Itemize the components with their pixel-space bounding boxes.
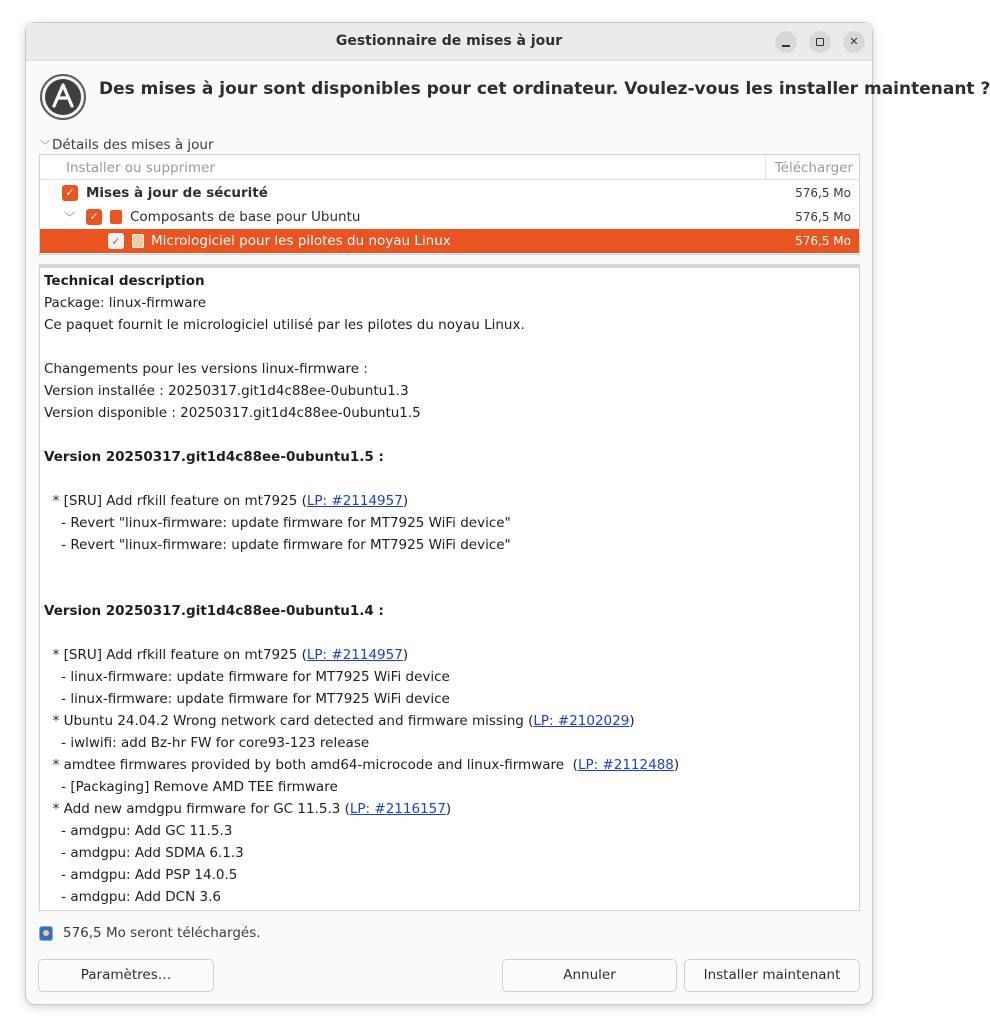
description-text: * [SRU] Add rfkill feature on mt7925 ( [44, 493, 307, 509]
description-text: * amdtee firmwares provided by both amd64-microcode and linux-firmware ( [44, 757, 578, 773]
security-checkbox[interactable]: ✓ [62, 185, 78, 201]
download-size-status: 576,5 Mo seront téléchargés. [63, 925, 261, 941]
description-text: - Revert "linux-firmware: update firmware for MT7925 WiFi device" [44, 515, 511, 531]
description-text: - amdgpu: Add DCN 3.6 [44, 889, 221, 905]
window-title: Gestionnaire de mises à jour [335, 33, 563, 49]
description-line [44, 292, 855, 314]
description-text: - iwlwifi: add Bz-hr FW for core93-123 release [44, 735, 370, 751]
row-label: Mises à jour de sécurité [86, 185, 268, 201]
description-line [44, 358, 855, 380]
description-line [44, 710, 855, 732]
description-line [44, 666, 855, 688]
description-line [44, 886, 855, 908]
cancel-button[interactable]: Annuler [502, 959, 677, 992]
description-line [44, 446, 855, 468]
description-text: Changements pour les versions linux-firmware : [44, 361, 368, 377]
description-text: - amdgpu: Add SDMA 6.1.3 [44, 845, 244, 861]
description-line [44, 776, 855, 798]
row-size: 576,5 Mo [795, 234, 851, 248]
close-button[interactable] [843, 31, 865, 53]
description-line [44, 534, 855, 556]
close-icon: ✕ [849, 35, 859, 48]
description-text: ) [445, 801, 452, 817]
description-text: Package: linux-firmware [44, 295, 207, 311]
description-line [44, 314, 855, 336]
description-text: Version disponible : 20250317.git1d4c88ee-0ubuntu1.5 [44, 405, 421, 421]
install-now-button[interactable]: Installer maintenant [684, 959, 860, 992]
description-text: Version installée : 20250317.git1d4c88ee-0ubuntu1.3 [44, 383, 409, 399]
row-size: 576,5 Mo [795, 210, 851, 224]
chevron-down-icon[interactable]: ﹀ [64, 211, 75, 224]
tree-header [40, 155, 859, 180]
description-line [44, 468, 855, 490]
description-text: * Add new amdgpu firmware for GC 11.5.3 ( [44, 801, 350, 817]
ubuntu-package-icon [110, 210, 122, 224]
description-line [44, 732, 855, 754]
description-text: - amdgpu: Add PSP 14.0.5 [44, 867, 238, 883]
firmware-checkbox[interactable]: ✓ [108, 233, 124, 249]
description-line [44, 688, 855, 710]
download-icon [39, 926, 53, 941]
tree-row-security[interactable] [40, 181, 859, 205]
row-label: Composants de base pour Ubuntu [130, 209, 361, 225]
description-text: ) [402, 647, 409, 663]
column-header-download[interactable]: Télécharger [774, 160, 853, 176]
description-text: - Revert "linux-firmware: update firmware for MT7925 WiFi device" [44, 537, 511, 553]
tree-row-base-components[interactable] [40, 205, 859, 229]
description-line [44, 600, 855, 622]
description-text: ) [629, 713, 635, 729]
minimize-icon [782, 45, 790, 47]
description-line [44, 578, 855, 600]
description-line [44, 270, 855, 292]
description-text: - amdgpu: Add GC 11.5.3 [44, 823, 233, 839]
launchpad-bug-link[interactable]: LP: #2114957 [306, 647, 403, 663]
header-message: Des mises à jour sont disponibles pour cet ordinateur. Voulez-vous les installer maintenant ? [99, 79, 990, 99]
description-line [44, 336, 855, 358]
row-size: 576,5 Mo [795, 186, 851, 200]
description-text: Technical description [44, 273, 205, 289]
technical-description-pane[interactable] [39, 267, 860, 911]
description-line [44, 512, 855, 534]
details-expander[interactable] [40, 137, 214, 153]
tree-row-firmware[interactable] [40, 229, 859, 253]
description-text: ) [402, 493, 409, 509]
update-manager-window [25, 22, 990, 1005]
description-line [44, 798, 855, 820]
titlebar [26, 23, 872, 61]
description-line [44, 754, 855, 776]
column-header-install[interactable]: Installer ou supprimer [66, 160, 215, 176]
description-text: Version 20250317.git1d4c88ee-0ubuntu1.5 : [44, 449, 384, 465]
description-line [44, 424, 855, 446]
column-separator [765, 155, 766, 180]
description-line [44, 842, 855, 864]
description-line [44, 380, 855, 402]
description-line [44, 402, 855, 424]
description-text: Version 20250317.git1d4c88ee-0ubuntu1.4 : [44, 603, 384, 619]
description-text: * [SRU] Add rfkill feature on mt7925 ( [44, 647, 307, 663]
minimize-button[interactable] [775, 31, 797, 53]
description-text: ) [673, 757, 680, 773]
launchpad-bug-link[interactable]: LP: #2114957 [306, 493, 403, 509]
row-label: Micrologiciel pour les pilotes du noyau Linux [151, 233, 451, 249]
updates-tree [39, 154, 860, 255]
base-components-checkbox[interactable]: ✓ [86, 209, 102, 225]
description-line [44, 644, 855, 666]
maximize-button[interactable] [809, 31, 831, 53]
description-text: - linux-firmware: update firmware for MT7925 WiFi device [44, 669, 450, 685]
launchpad-bug-link[interactable]: LP: #2112488 [577, 757, 674, 773]
settings-button[interactable]: Paramètres… [38, 959, 214, 992]
description-text: - [Packaging] Remove AMD TEE firmware [44, 779, 338, 795]
description-line [44, 490, 855, 512]
description-text: - linux-firmware: update firmware for MT7925 WiFi device [44, 691, 450, 707]
description-text: * Ubuntu 24.04.2 Wrong network card detected and firmware missing ( [44, 713, 534, 729]
details-toggle-label: Détails des mises à jour [52, 137, 214, 153]
description-line [44, 556, 855, 578]
description-line [44, 820, 855, 842]
description-text: Ce paquet fournit le micrologiciel utilisé par les pilotes du noyau Linux. [44, 317, 525, 333]
description-line [44, 864, 855, 886]
launchpad-bug-link[interactable]: LP: #2102029 [533, 713, 630, 729]
chevron-down-icon: ﹀ [40, 141, 50, 152]
maximize-icon [816, 38, 824, 46]
description-line [44, 622, 855, 644]
package-icon [132, 234, 144, 248]
software-updater-icon [39, 73, 87, 121]
launchpad-bug-link[interactable]: LP: #2116157 [349, 801, 446, 817]
